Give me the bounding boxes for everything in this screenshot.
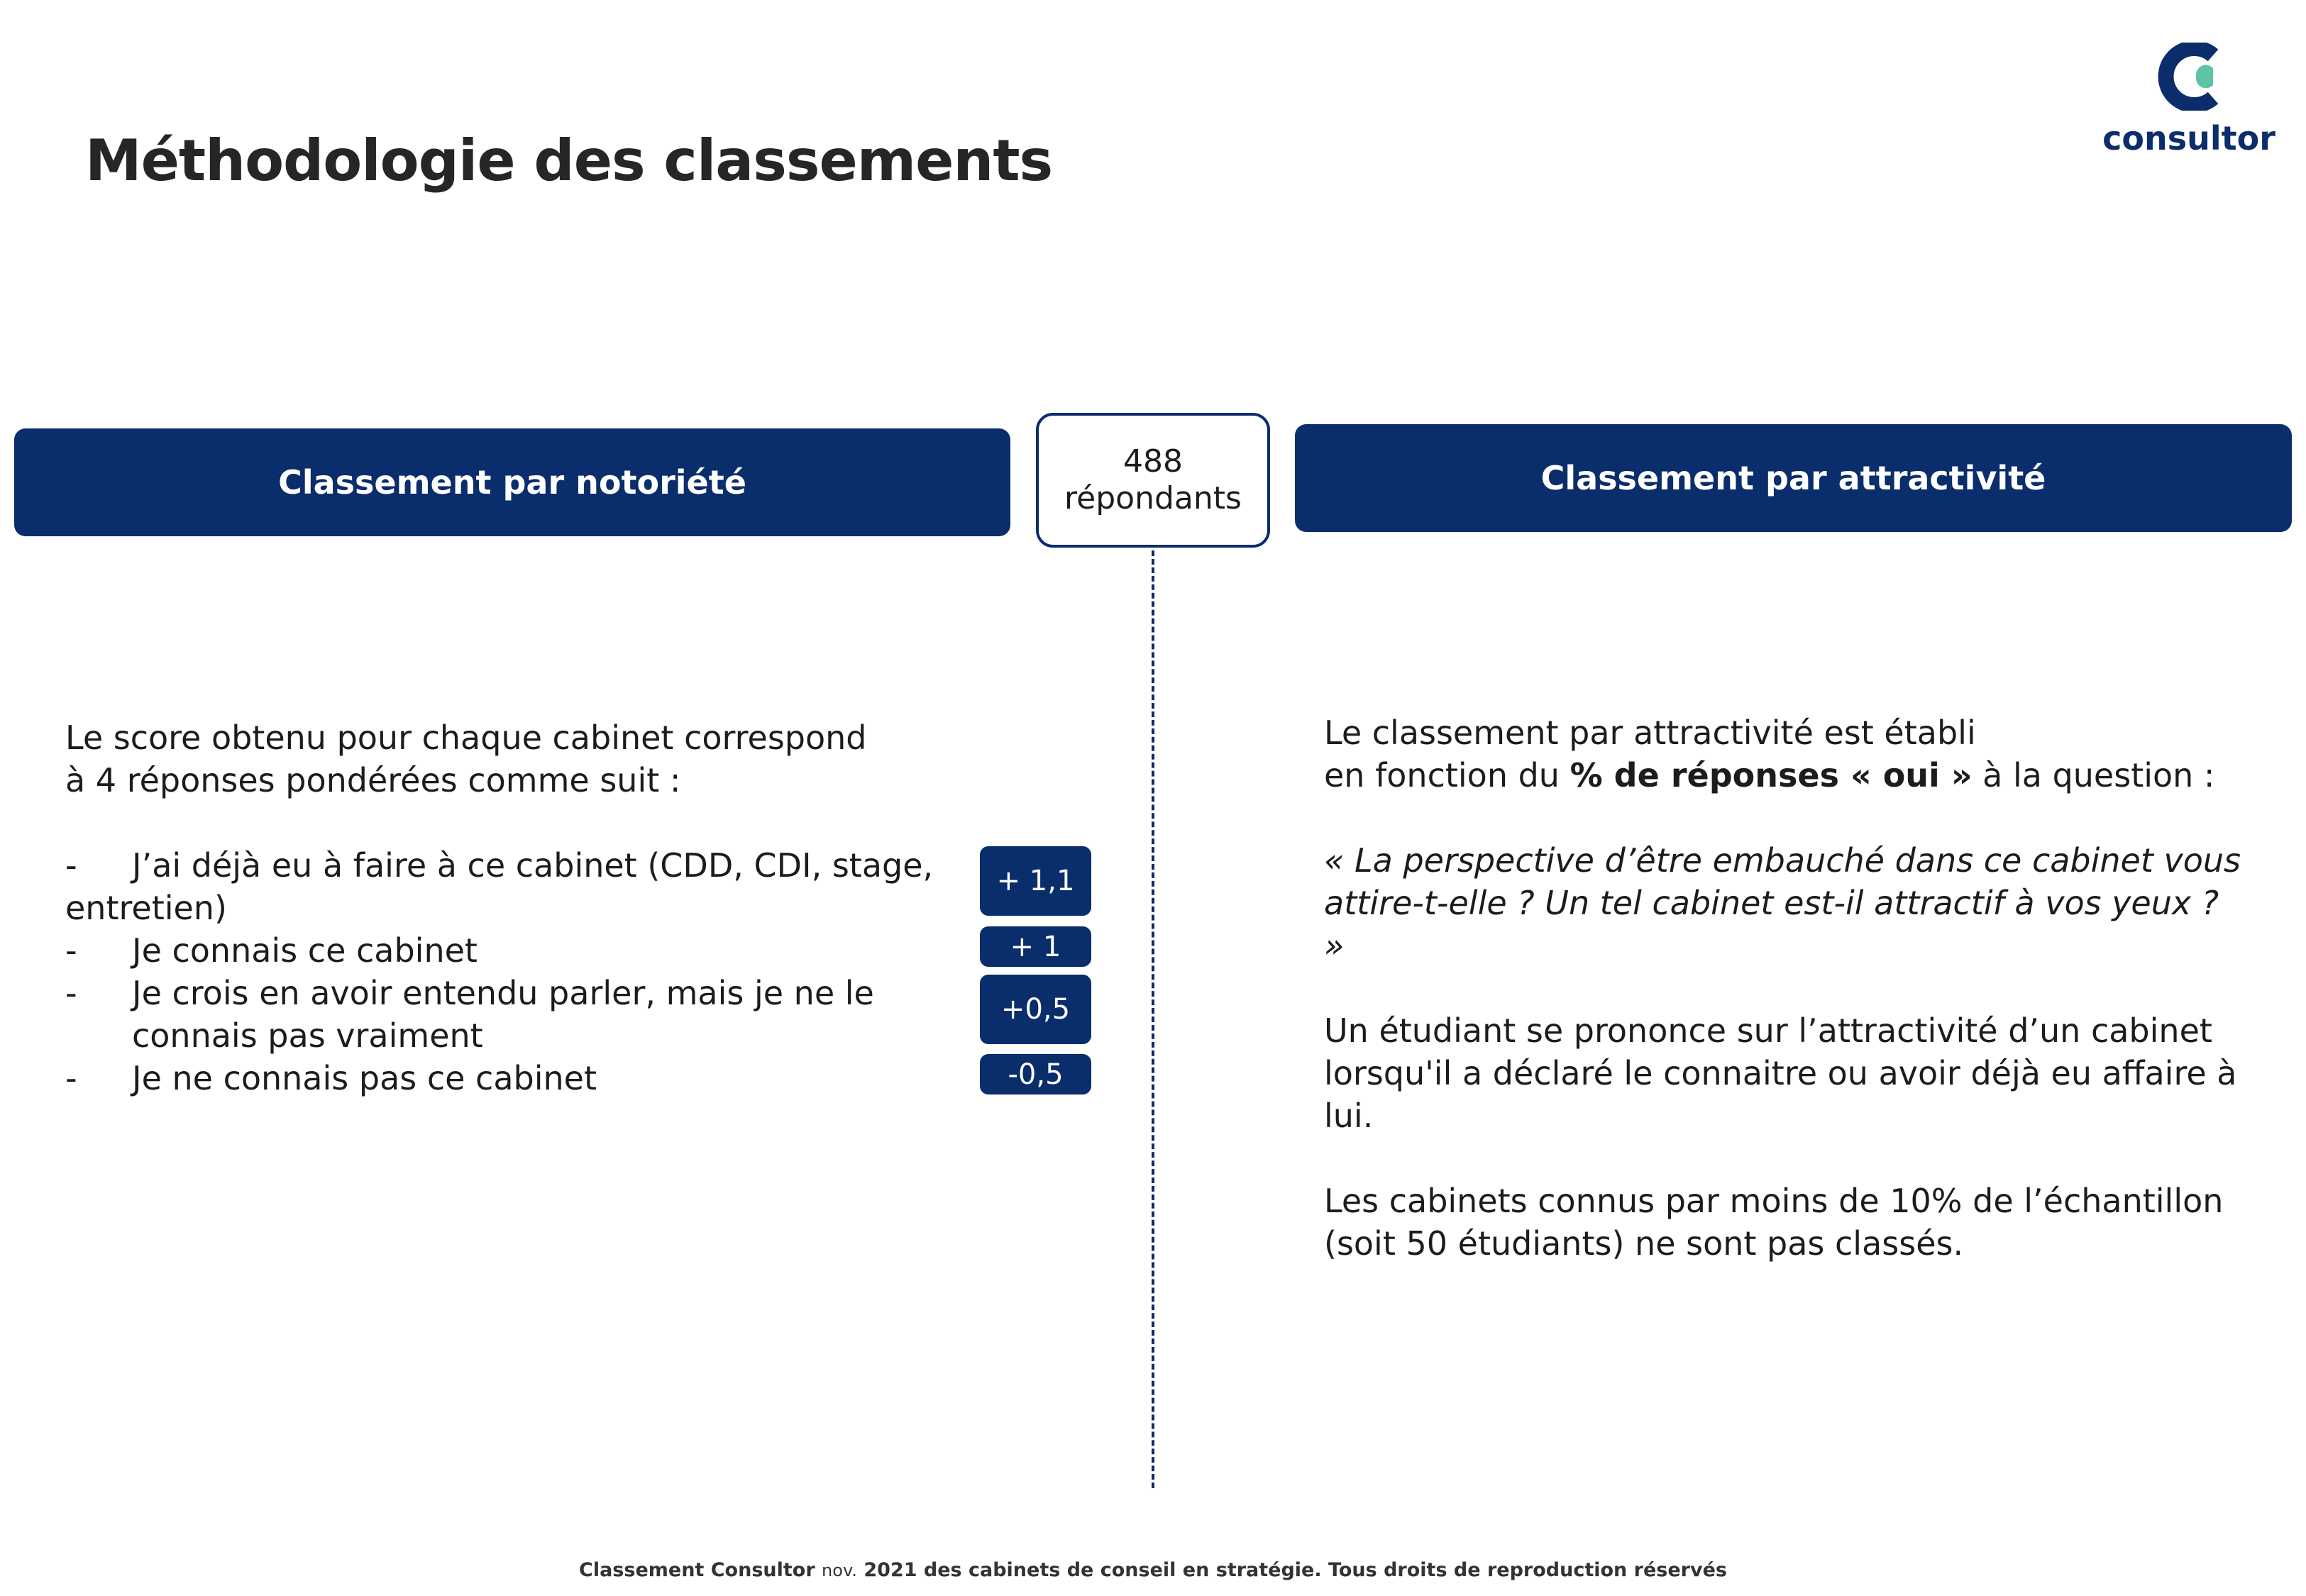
attractiveness-description	[1324, 711, 2246, 1307]
attractiveness-ranking-banner: Classement par attractivité	[1295, 424, 2292, 532]
list-dash: -	[65, 1059, 77, 1097]
footer-part2: nov.	[822, 1561, 857, 1580]
answer-item	[65, 929, 973, 972]
answer-item	[65, 1057, 973, 1099]
attractiveness-p1-line1: Le classement par attractivité est établi	[1324, 714, 1976, 752]
attractiveness-paragraph-1	[1324, 711, 2246, 797]
dashed-divider	[1152, 550, 1154, 1488]
weight-badge: +0,5	[980, 975, 1091, 1044]
logo-wordmark: consultor	[2102, 119, 2275, 157]
answer-text: Je crois en avoir entendu parler, mais je ne le connais pas vraiment	[132, 974, 874, 1055]
attractiveness-paragraph-3: Les cabinets connus par moins de 10% de l’échantillon (soit 50 étudiants) ne sont pas classés.	[1324, 1182, 2224, 1263]
consultor-c-logo-icon	[2155, 43, 2223, 111]
list-dash: -	[65, 974, 77, 1012]
weight-badge: -0,5	[980, 1054, 1091, 1095]
footer-part3: 2021 des cabinets de conseil en stratégie. Tous droits de reproduction réservés	[864, 1559, 1727, 1581]
attractiveness-p1-post: à la question :	[1972, 756, 2215, 794]
list-dash: -	[65, 931, 77, 970]
footer-copyright	[0, 1559, 2306, 1581]
notoriety-intro-line2: à 4 réponses pondérées comme suit :	[65, 761, 681, 799]
attractiveness-paragraph-2: Un étudiant se prononce sur l’attractivité d’un cabinet lorsqu'il a déclaré le connaitre ou avoir déjà eu affaire à lui.	[1324, 1012, 2237, 1135]
answer-text: Je ne connais pas ce cabinet	[132, 1059, 597, 1097]
attractiveness-p1-bold: % de réponses « oui »	[1569, 756, 1973, 794]
respondents-count: 488	[1123, 443, 1183, 480]
list-dash: -	[65, 846, 77, 885]
answer-text: Je connais ce cabinet	[132, 931, 478, 970]
answer-item	[65, 972, 973, 1057]
page-title: Méthodologie des classements	[85, 128, 1053, 194]
notoriety-description	[65, 716, 973, 1099]
weight-badge: + 1	[980, 926, 1091, 967]
footer-part1: Classement Consultor	[579, 1559, 815, 1581]
respondents-box	[1036, 413, 1270, 548]
survey-question-quote: « La perspective d’être embauché dans ce cabinet vous attire-t-elle ? Un tel cabinet est-il attractif à vos yeux ? »	[1324, 841, 2241, 965]
respondents-label: répondants	[1064, 480, 1242, 516]
answer-text: J’ai déjà eu à faire à ce cabinet (CDD, CDI, stage, entretien)	[65, 846, 934, 927]
notoriety-intro-line1: Le score obtenu pour chaque cabinet correspond	[65, 719, 867, 757]
answer-item	[65, 844, 973, 929]
notoriety-ranking-banner: Classement par notoriété	[14, 428, 1010, 536]
attractiveness-p1-pre: en fonction du	[1324, 756, 1570, 794]
weight-badge: + 1,1	[980, 846, 1091, 916]
answer-list	[65, 844, 973, 1099]
consultor-logo	[2100, 43, 2278, 163]
